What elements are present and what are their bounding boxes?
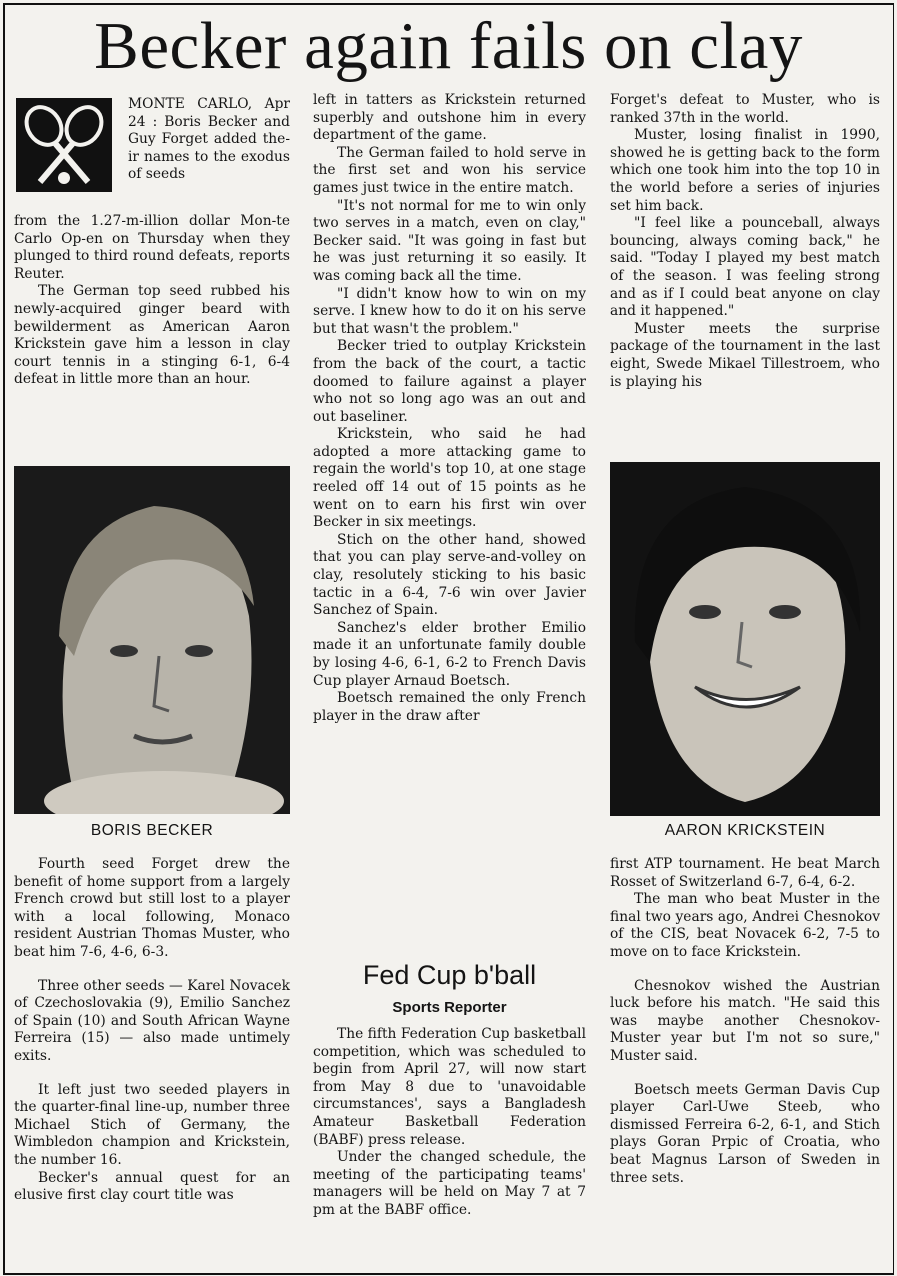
paragraph: The man who beat Muster in the final two years ago, Andrei Chesnokov of the CIS, beat Novacek 6-2, 7-5 to move on to face Krickstein. xyxy=(610,891,880,960)
paragraph: "I feel like a pounceball, always bouncing, always coming back," he said. "Today I played my best match of the season. I was feeling strong and as if I could beat anyone on clay and it happened." xyxy=(610,215,880,320)
sidebar-body xyxy=(313,1026,586,1220)
paragraph: Stich on the other hand, showed that you can play serve-and-volley on clay, resolutely sticking to his basic tactic in a 6-4, 7-6 win over Javier Sanchez of Spain. xyxy=(313,531,586,619)
column-1-bottom xyxy=(14,856,290,1205)
tennis-rackets-icon xyxy=(16,98,112,192)
column-1-top xyxy=(14,213,290,389)
paragraph: left in tatters as Krickstein returned superbly and outshone him in every department of the game. xyxy=(313,92,586,144)
boris-becker-photo xyxy=(14,466,290,814)
paragraph: The fifth Federation Cup basketball competition, which was scheduled to begin from April 27, will now start from May 8 due to 'unavoidable circumstances', says a Bangladesh Amateur Basketball Federation (BABF) press release. xyxy=(313,1026,586,1148)
paragraph: from the 1.27-m-illion dollar Mon-te Carlo Op-en on Thursday when they plunged to third round defeats, reports Reuter. xyxy=(14,213,290,282)
paragraph: Becker tried to outplay Krickstein from the back of the court, a tactic doomed to failure against a player who not so long ago was an out and out baseliner. xyxy=(313,338,586,425)
paragraph: Boetsch remained the only French player in the draw after xyxy=(313,690,586,724)
paragraph: Krickstein, who said he had adopted a more attacking game to regain the world's top 10, at one stage reeled off 14 out of 15 points as he went on to earn his first win over Becker in six meetings. xyxy=(313,426,586,531)
headline: Becker again fails on clay xyxy=(94,9,803,83)
paragraph: Sanchez's elder brother Emilio made it an unfortunate family double by losing 4-6, 6-1, 6-2 to French Davis Cup player Arnaud Boetsch. xyxy=(313,619,586,689)
paragraph: Muster, losing finalist in 1990, showed he is getting back to the form which one took him into the top 10 in the world before a series of injuries set him back. xyxy=(610,127,880,214)
paragraph: Forget's defeat to Muster, who is ranked 37th in the world. xyxy=(610,92,880,126)
paragraph: Fourth seed Forget drew the benefit of home support from a largely French crowd but still lost to a player with a local following, Monaco resident Austrian Thomas Muster, who beat him 7-6, 4-6, 6-3. xyxy=(14,856,290,960)
paragraph: Under the changed schedule, the meeting of the participating teams' managers will be held on May 7 at 7 pm at the BABF office. xyxy=(313,1149,586,1218)
paragraph: The German failed to hold serve in the first set and won his service games just twice in the entire match. xyxy=(313,144,586,196)
column-3-top xyxy=(610,92,880,391)
paragraph: first ATP tournament. He beat March Rosset of Switzerland 6-7, 6-4, 6-2. xyxy=(610,856,880,890)
column-2 xyxy=(313,92,586,725)
column-3-bottom xyxy=(610,856,880,1187)
aaron-krickstein-photo xyxy=(610,462,880,816)
paragraph: "I didn't know how to win on my serve. I knew how to do it on his serve but that wasn't the problem." xyxy=(313,285,586,337)
paragraph: Chesnokov wished the Austrian luck before his match. "He said this was maybe another Chesnokov-Muster year but I'm not so sure," Muster said. xyxy=(610,977,880,1064)
paragraph: Muster meets the surprise package of the tournament in the last eight, Swede Mikael Tillestroem, who is playing his xyxy=(610,320,880,390)
sidebar-byline: Sports Reporter xyxy=(392,999,507,1016)
sidebar-headline: Fed Cup b'ball xyxy=(362,960,537,990)
paragraph: Becker's annual quest for an elusive first clay court title was xyxy=(14,1169,290,1204)
photo-caption: AARON KRICKSTEIN xyxy=(664,822,826,839)
paragraph: Boetsch meets German Davis Cup player Carl-Uwe Steeb, who dismissed Ferreira 6-2, 6-1, and Stich plays Goran Prpic of Croatia, who beat Magnus Larson of Sweden in three sets. xyxy=(610,1081,880,1186)
paragraph: It left just two seeded players in the quarter-final line-up, number three Michael Stich of Germany, the Wimbledon champion and Krickstein, the number 16. xyxy=(14,1081,290,1168)
photo-caption: BORIS BECKER xyxy=(90,822,214,839)
dateline: MONTE CARLO, Apr 24 : Boris Becker and Guy Forget added the- ir names to the exodus of seeds xyxy=(128,96,290,183)
paragraph: "It's not normal for me to win only two serves in a match, even on clay," Becker said. "It was going in fast but he was just returning it so easily. It was coming back all the time. xyxy=(313,197,586,284)
paragraph: Three other seeds — Karel Novacek of Czechoslovakia (9), Emilio Sanchez of Spain (10) and South African Wayne Ferreira (15) — also made untimely exits. xyxy=(14,977,290,1064)
paragraph: The German top seed rubbed his newly-acquired ginger beard with bewilderment as American Aaron Krickstein gave him a lesson in clay court tennis in a stinging 6-1, 6-4 defeat in little more than an hour. xyxy=(14,283,290,388)
